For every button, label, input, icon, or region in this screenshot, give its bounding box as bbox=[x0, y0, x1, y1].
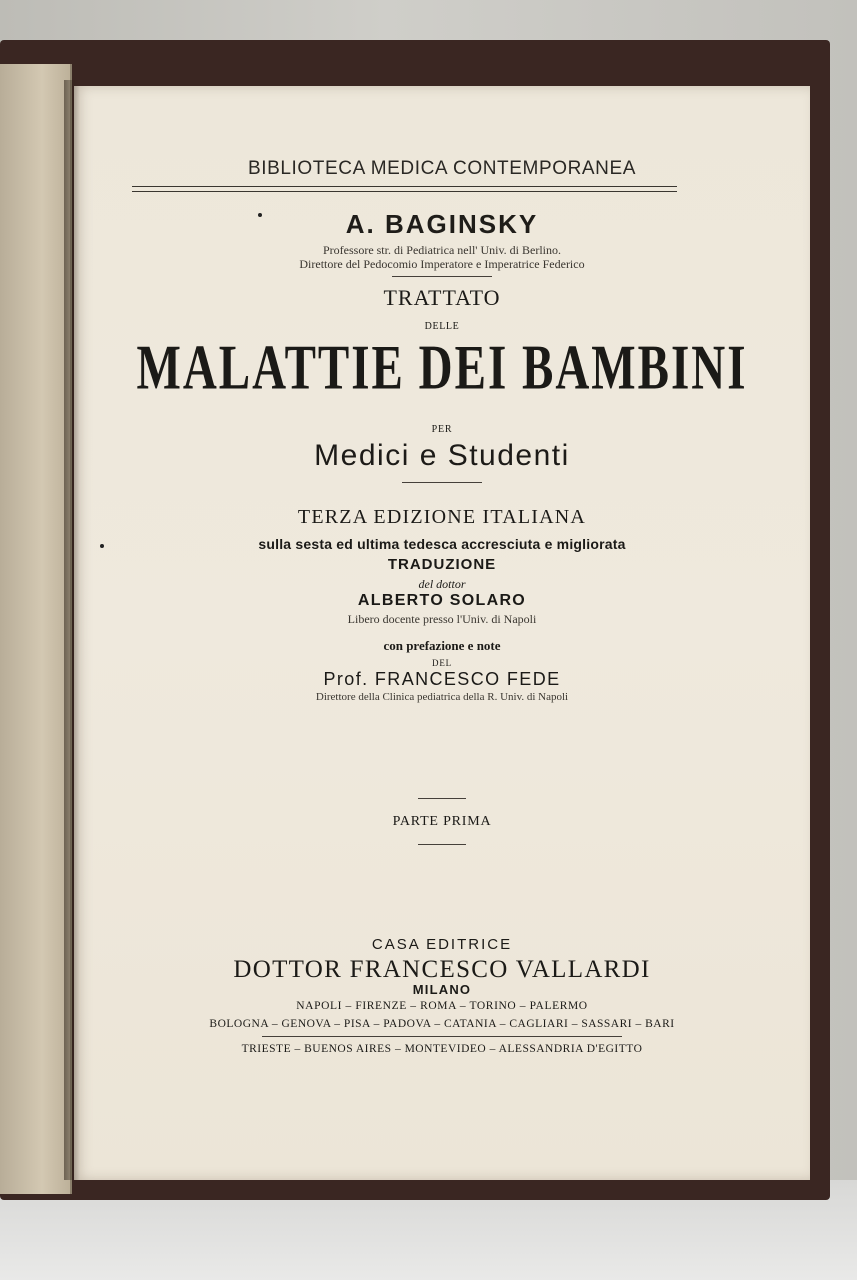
branches-line-3: TRIESTE – BUENOS AIRES – MONTEVIDEO – ALESSANDRIA D'EGITTO bbox=[241, 1043, 643, 1055]
series-double-rule bbox=[132, 186, 677, 192]
title-connector-2: PER bbox=[431, 424, 453, 435]
author-name: A. BAGINSKY bbox=[345, 209, 539, 239]
translator-prefix: del dottor bbox=[418, 577, 466, 591]
edition: TERZA EDIZIONE ITALIANA bbox=[297, 506, 587, 528]
divider-rule bbox=[402, 482, 482, 483]
edition-note: sulla sesta ed ultima tedesca accresciuta e migliorata bbox=[258, 536, 626, 552]
publisher-name: DOTTOR FRANCESCO VALLARDI bbox=[233, 956, 651, 983]
preface-connector: DEL bbox=[432, 658, 452, 668]
divider-rule bbox=[418, 798, 466, 799]
part-label: PARTE PRIMA bbox=[392, 814, 492, 829]
preface-label: con prefazione e note bbox=[383, 638, 501, 653]
translation-label: TRADUZIONE bbox=[387, 556, 497, 573]
publisher-city: MILANO bbox=[412, 982, 472, 997]
preface-author-affiliation: Direttore della Clinica pediatrica della R. Univ. di Napoli bbox=[315, 691, 569, 703]
left-page-edge bbox=[0, 64, 72, 1194]
author-affiliation-1: Professore str. di Pediatrica nell' Univ. di Berlino. bbox=[322, 243, 561, 257]
branches-line-2: BOLOGNA – GENOVA – PISA – PADOVA – CATANIA – CAGLIARI – SASSARI – BARI bbox=[209, 1018, 675, 1030]
publisher-label: CASA EDITRICE bbox=[371, 936, 513, 953]
title-line-1: TRATTATO bbox=[383, 285, 501, 310]
series-title: BIBLIOTECA MEDICA CONTEMPORANEA bbox=[247, 158, 637, 179]
main-title: MALATTIE DEI BAMBINI bbox=[136, 333, 748, 404]
divider-rule bbox=[262, 1036, 622, 1037]
title-page bbox=[74, 86, 810, 1180]
translator-affiliation: Libero docente presso l'Univ. di Napoli bbox=[347, 612, 537, 626]
title-audience: Medici e Studenti bbox=[314, 439, 570, 472]
divider-rule bbox=[392, 276, 492, 277]
branches-line-1: NAPOLI – FIRENZE – ROMA – TORINO – PALERMO bbox=[296, 1000, 588, 1012]
translator-name: ALBERTO SOLARO bbox=[357, 592, 527, 609]
spine-shadow bbox=[64, 80, 80, 1180]
author-affiliation-2: Direttore del Pedocomio Imperatore e Imperatrice Federico bbox=[299, 257, 585, 271]
divider-rule bbox=[418, 844, 466, 845]
preface-author: Prof. FRANCESCO FEDE bbox=[323, 669, 561, 689]
title-connector: DELLE bbox=[424, 321, 460, 332]
